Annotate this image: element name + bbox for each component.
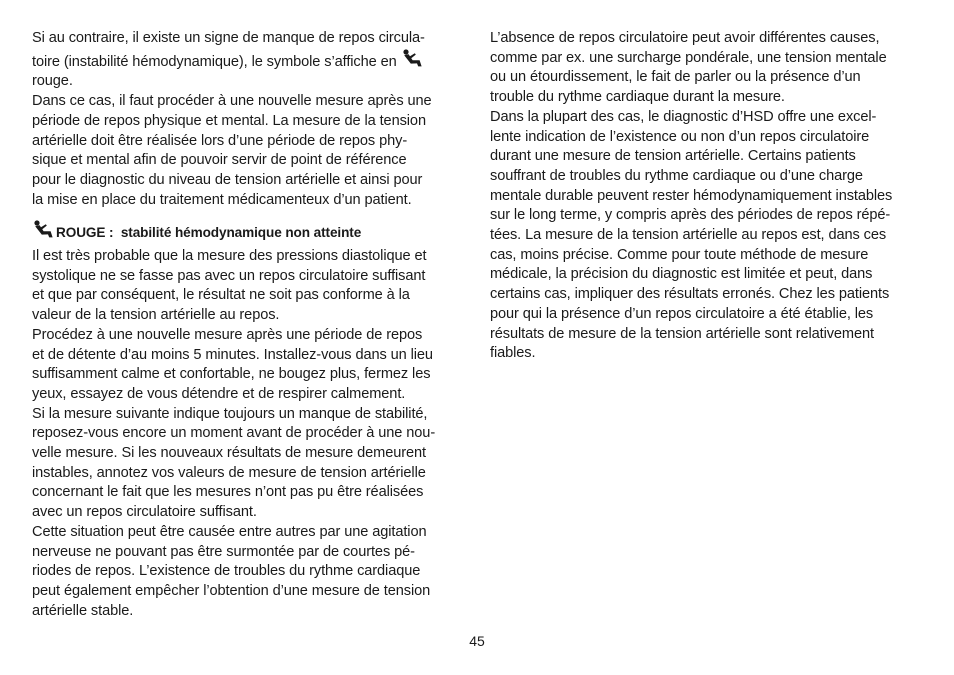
- left-column: [32, 29, 464, 621]
- text-line: Cette situation peut être causée entre autres par une agitation: [32, 523, 427, 540]
- text-line: velle mesure. Si les nouveaux résultats de mesure demeurent: [32, 445, 427, 462]
- text-line: valeur de la tension artérielle au repos.: [32, 307, 280, 324]
- text-line: yeux, essayez de vous détendre et de respirer calmement.: [32, 385, 406, 402]
- paragraph-hsd-diagnostic: [490, 108, 922, 364]
- paragraph-causes: [32, 523, 464, 622]
- text-segment: toire (instabilité hémodynamique), le symbole s’affiche en: [32, 53, 397, 70]
- reclining-person-icon: [401, 49, 423, 68]
- text-line: Dans la plupart des cas, le diagnostic d’HSD offre une excel-: [490, 108, 877, 125]
- reclining-person-icon: [32, 220, 54, 239]
- text-line: suffisamment calme et confortable, ne bougez plus, fermez les: [32, 366, 431, 383]
- text-line: mentale durable peuvent rester hémodynamiquement instables: [490, 187, 893, 204]
- page-number: 45: [469, 633, 485, 649]
- text-line: pour qui la présence d’un repos circulatoire a été établie, les: [490, 305, 874, 322]
- section-heading-rouge: [32, 220, 464, 243]
- right-column: [490, 29, 922, 364]
- text-line: ou un étourdissement, le fait de parler ou la présence d’un: [490, 69, 861, 86]
- text-line: certains cas, impliquer des résultats erronés. Chez les patients: [490, 286, 890, 303]
- text-line: tées. La mesure de la tension artérielle au repos est, dans ces: [490, 227, 887, 244]
- text-line: rouge.: [32, 73, 73, 90]
- text-line: et de détente d’au moins 5 minutes. Installez-vous dans un lieu: [32, 346, 433, 363]
- text-line: Dans ce cas, il faut procéder à une nouvelle mesure après une: [32, 93, 432, 110]
- text-line: fiables.: [490, 345, 536, 362]
- text-line: Il est très probable que la mesure des pressions diastolique et: [32, 248, 427, 265]
- text-line: trouble du rythme cardiaque durant la mesure.: [490, 89, 785, 106]
- paragraph-new-measure: [32, 92, 464, 210]
- paragraph-probability: [32, 247, 464, 326]
- text-line: sur le long terme, y compris après des périodes de repos répé-: [490, 207, 891, 224]
- text-line: comme par ex. une surcharge pondérale, une tension mentale: [490, 49, 887, 66]
- text-line: médicale, la précision du diagnostic est limitée et peut, dans: [490, 266, 873, 283]
- text-line: nerveuse ne pouvant pas être surmontée par de courtes pé-: [32, 543, 415, 560]
- text-line: peut également empêcher l’obtention d’une mesure de tension: [32, 582, 431, 599]
- text-line: pour le diagnostic du niveau de tension artérielle et ainsi pour: [32, 171, 423, 188]
- text-line: période de repos physique et mental. La mesure de la tension: [32, 112, 426, 129]
- text-line: lente indication de l’existence ou non d’un repos circulatoire: [490, 128, 870, 145]
- text-line: et que par conséquent, le résultat ne soit pas conforme à la: [32, 287, 410, 304]
- text-line: Procédez à une nouvelle mesure après une période de repos: [32, 326, 423, 343]
- text-line: Si au contraire, il existe un signe de manque de repos circula-: [32, 30, 425, 46]
- text-line: concernant le fait que les mesures n’ont pas pu être réalisées: [32, 484, 424, 501]
- paragraph-unstable: [32, 405, 464, 523]
- paragraph-absence-causes: [490, 29, 922, 108]
- text-line: souffrant de troubles du rythme cardiaque ou d’une charge: [490, 167, 863, 184]
- text-line: la mise en place du traitement médicamenteux d’un patient.: [32, 191, 412, 208]
- heading-label: ROUGE :: [56, 225, 114, 241]
- heading-text: stabilité hémodynamique non atteinte: [120, 225, 362, 241]
- text-line: L’absence de repos circulatoire peut avoir différentes causes,: [490, 30, 880, 46]
- text-line: riodes de repos. L’existence de troubles du rythme cardiaque: [32, 563, 421, 580]
- paragraph-symbol-red: [32, 29, 464, 92]
- text-line: systolique ne se fasse pas avec un repos circulatoire suffisant: [32, 267, 426, 284]
- text-line: avec un repos circulatoire suffisant.: [32, 504, 257, 521]
- paragraph-procedure: [32, 326, 464, 405]
- text-line: cas, moins précise. Comme pour toute méthode de mesure: [490, 246, 869, 263]
- text-line: sique et mental afin de pouvoir servir de point de référence: [32, 152, 407, 169]
- text-line: Si la mesure suivante indique toujours un manque de stabilité,: [32, 405, 428, 422]
- text-line: reposez-vous encore un moment avant de procéder à une nou-: [32, 425, 436, 442]
- text-line: résultats de mesure de la tension artérielle sont relativement: [490, 325, 874, 342]
- text-line: [32, 49, 464, 73]
- text-line: artérielle doit être réalisée lors d’une période de repos phy-: [32, 132, 408, 149]
- text-line: instables, annotez vos valeurs de mesure de tension artérielle: [32, 464, 426, 481]
- text-line: durant une mesure de tension artérielle. Certains patients: [490, 148, 856, 165]
- text-line: artérielle stable.: [32, 602, 134, 619]
